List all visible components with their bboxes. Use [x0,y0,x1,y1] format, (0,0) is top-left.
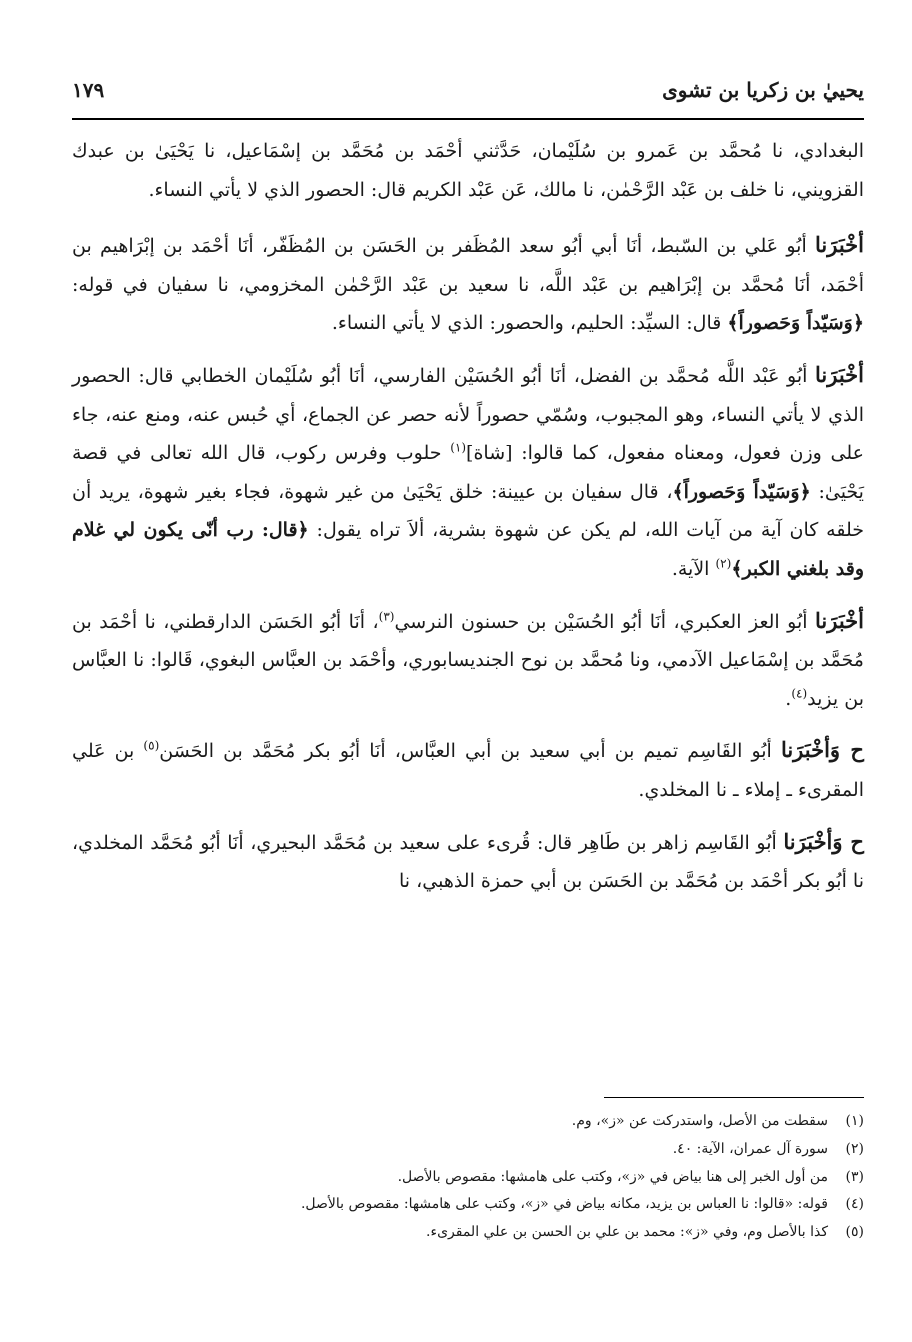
paragraph-3-text-b: حلوب وفرس ركوب، قال الله تعالى في قصة يَحْيَىٰ: [72,442,864,503]
running-header [72,78,864,112]
paragraph-6 [72,823,864,901]
footnote-rule [604,1097,864,1098]
footnote-5 [72,1219,864,1247]
footnote-text: سقطت من الأصل، واستدركت عن «ز»، وم. [571,1113,828,1129]
paragraph-2-text-b: قال: السيِّد: الحليم، والحصور: الذي لا يأتي النساء. [331,312,728,335]
paragraph-4-text-c: . [785,687,792,710]
body-text [72,132,864,914]
header-title: يحييٰ بن زكريا بن تشوى [662,78,864,102]
footnote-ref-2: (٢) [715,556,732,571]
footnote-3 [72,1164,864,1192]
paragraph-5-lead: ح وَأخْبَرَنا [780,737,864,763]
footnote-number: (٣) [845,1168,864,1185]
footnote-text: من أول الخبر إلى هنا بياض في «ز»، وكتب على هامشها: مقصوص بالأصل. [397,1168,828,1185]
footnote-number: (١) [845,1113,864,1129]
paragraph-3-text-d: الآية. [671,557,716,580]
footnote-ref-4: (٤) [791,686,808,701]
paragraph-6-text-a: أبُو القَاسِم زاهر بن طَاهِر قال: قُرىء على سعيد بن مُحَمَّد البحيري، أنَا أبُو مُحَمَّد المخلدي، نا أبُو بكر أحْمَد بن مُحَمَّد بن الحَسَن بن أبي حمزة الذهبي، نا [72,831,864,893]
footnote-number: (٢) [845,1140,864,1157]
paragraph-3-quran-2: ﴿قال: رب أنّى يكون لي غلام وقد بلغني الكبر﴾ [72,519,864,580]
footnote-2 [72,1136,864,1164]
page-number: ١٧٩ [72,78,105,102]
footnote-ref-5: (٥) [143,738,160,753]
paragraph-3-quran-1: ﴿وَسَيّداً وَحَصوراً﴾ [672,480,811,503]
paragraph-5 [72,731,864,809]
paragraph-3 [72,356,864,589]
footnote-number: (٥) [845,1224,864,1241]
footnote-text: سورة آل عمران، الآية: ٤٠. [672,1140,828,1157]
footnote-1 [72,1108,864,1136]
footnote-ref-1: (١) [450,440,467,455]
paragraph-2-quran: ﴿وَسَيّداً وَحَصوراً﴾ [727,312,864,335]
paragraph-3-text-a: أبُو عَبْد اللَّه مُحمَّد بن الفضل، أنَا أبُو الحُسَيْن الفارسي، أنَا أبُو سُلَيْمان الخطابي قال: الحصور الذي لا يأتي النساء، وهو المجبوب، وسُمّي حصوراً لأنه حصر عن الجماع، أي حُبس عنه، ومنع عنه، جاء على وزن فعول، ومعناه مفعول، كما قالوا: [شاة] [72,364,864,465]
paragraph-1 [72,132,864,209]
paragraph-2-lead: أخْبَرَنا [815,232,864,258]
paragraph-6-lead: ح وَأخْبَرَنا [783,828,864,854]
footnote-text: قوله: «قالوا: نا العباس بن يزيد، مكانه بياض في «ز»، وكتب على هامشها: مقصوص بالأصل. [300,1196,828,1213]
paragraph-1-text: البغدادي، نا مُحمَّد بن عَمرو بن سُلَيْمان، حَدَّثني أحْمَد بن مُحَمَّد بن إسْمَاعيل، نا يَحْيَىٰ بن عبدك القزويني، نا خلف بن عَبْد الرَّحْمٰن، نا مالك، عَن عَبْد الكريم قال: الحصور الذي لا يأتي النساء. [72,140,864,201]
paragraph-5-text-b: بن عَلي المقرىء ـ إملاء ـ نا المخلدي. [72,740,864,801]
footnote-number: (٤) [845,1196,864,1213]
paragraph-2-text-a: أبُو عَلي بن السّبط، أنَا أبي أبُو سعد المُظَفر بن الحَسَن بن المُظَفّر، أنَا أحْمَد بن إبْرَاهيم بن أحْمَد، أنَا مُحمَّد بن إبْرَاهيم بن عَبْد اللَّه، نا سعيد بن عَبْد الرَّحْمٰن المخزومي، نا سفيان في قوله: [72,235,864,296]
footnote-4 [72,1191,864,1219]
paragraph-4 [72,602,864,719]
header-rule [72,118,864,120]
paragraph-3-text-c: ، قال سفيان بن عيينة: خلق يَحْيَىٰ من غير شهوة، فجاء بغير شهوة، يريد أن خلقه كان آية من آيات الله، لم يكن عن شهوة بشرية، ألاَ تراه يقول: [72,480,864,542]
footnotes [72,1108,864,1247]
paragraph-4-text-b: ، أنَا أبُو الحَسَن الدارقطني، نا أحْمَد بن مُحَمَّد بن إسْمَاعيل الآدمي، ونا مُحمَّد بن نوح الجنديسابوري، وأحْمَد بن العبَّاس البغوي، قَالوا: نا العبَّاس بن يزيد [72,610,864,710]
paragraph-5-text-a: أبُو القَاسِم تميم بن أبي سعيد بن أبي العبَّاس، أنَا أبُو بكر مُحَمَّد بن الحَسَن [159,740,781,763]
paragraph-4-lead: أخْبَرَنا [815,607,864,633]
footnote-ref-3: (٣) [378,609,395,624]
paragraph-4-text-a: أبُو العز العكبري، أنَا أبُو الحُسَيْن بن حسنون النرسي [394,610,816,633]
footnote-text: كذا بالأصل وم، وفي «ز»: محمد بن علي بن الحسن بن علي المقرىء. [426,1224,828,1241]
paragraph-2 [72,226,864,343]
paragraph-3-lead: أخْبَرَنا [815,361,864,387]
